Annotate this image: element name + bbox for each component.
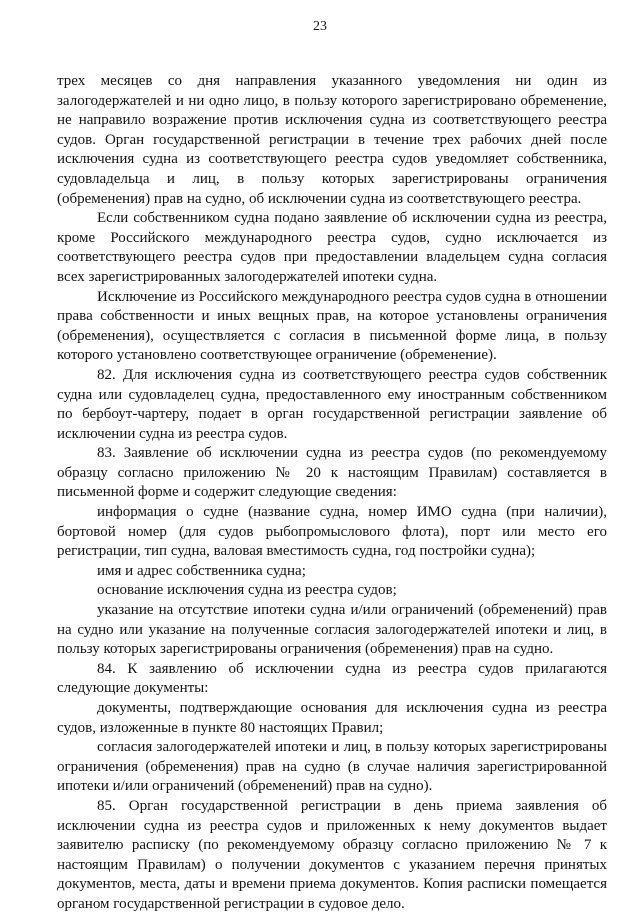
page-number: 23 <box>313 19 327 34</box>
list-item-owner-name: имя и адрес собственника судна; <box>97 562 306 579</box>
list-item-encumbrance: указание на отсутствие ипотеки судна и/или ограничений (обременений) прав на судно или указание на полученные согласия залогодержателей ипотеки и лиц, в пользу которых зарегистрированы ограничения (обременения) прав на судно. <box>57 602 607 658</box>
paragraph-international-registry: Исключение из Российского международного реестра судов судна в отношении права собственности и иных вещных прав, на которое установлены ограничения (обременения), осуществляется с согласия в письменной форме лица, в пользу которого установлено соответствующее ограничение (обременение). <box>57 288 607 364</box>
list-item-ship-info: информация о судне (название судна, номер ИМО судна (при наличии), бортовой номер (для судов рыбопромыслового флота), порт или место его регистрации, тип судна, валовая вместимость судна, год постройки судна); <box>57 504 607 560</box>
paragraph-85: 85. Орган государственной регистрации в день приема заявления об исключении судна из реестра судов и приложенных к нему документов выдает заявителю расписку (по рекомендуемому образцу согласно приложению № 7 к настоящим Правилам) о получении документов с указанием перечня принятых документов, места, даты и времени приема документов. Копия расписки помещается органом государственной регистрации в судовое дело. <box>57 797 607 912</box>
document-body <box>57 72 607 915</box>
paragraph-82: 82. Для исключения судна из соответствующего реестра судов собственник судна или судовладелец судна, предоставленного ему иностранным собственником по бербоут-чартеру, подает в орган государственной регистрации заявление об исключении судна из реестра судов. <box>57 366 607 442</box>
paragraph-84: 84. К заявлению об исключении судна из реестра судов прилагаются следующие документы: <box>57 660 607 697</box>
list-item-consents: согласия залогодержателей ипотеки и лиц, в пользу которых зарегистрированы ограничения (обременения) прав на судно (в случае наличия зарегистрированной ипотеки и/или ограничений (обременений) прав на судно). <box>57 739 607 795</box>
paragraph-continuation: трех месяцев со дня направления указанного уведомления ни один из залогодержателей и ни одно лицо, в пользу которого зарегистрировано обременение, не направило возражение против исключения судна из соответствующего реестра судов. Орган государственной регистрации в течение трех рабочих дней после исключения судна из соответствующего реестра судов уведомляет собственника, судовладельца и лиц, в пользу которых зарегистрированы ограничения (обременения) прав на судно, об исключении судна из соответствующего реестра. <box>57 73 607 207</box>
paragraph-83: 83. Заявление об исключении судна из реестра судов (по рекомендуемому образцу согласно приложению № 20 к настоящим Правилам) составляется в письменной форме и содержит следующие сведения: <box>57 445 607 501</box>
list-item-basis: основание исключения судна из реестра судов; <box>97 582 397 599</box>
paragraph-owner-application: Если собственником судна подано заявление об исключении судна из реестра, кроме Российского международного реестра судов, судно исключается из соответствующего реестра судов при предоставлении владельцем судна согласия всех зарегистрированных залогодержателей ипотеки судна. <box>57 210 607 285</box>
list-item-documents: документы, подтверждающие основания для исключения судна из реестра судов, изложенные в пункте 80 настоящих Правил; <box>57 700 607 736</box>
